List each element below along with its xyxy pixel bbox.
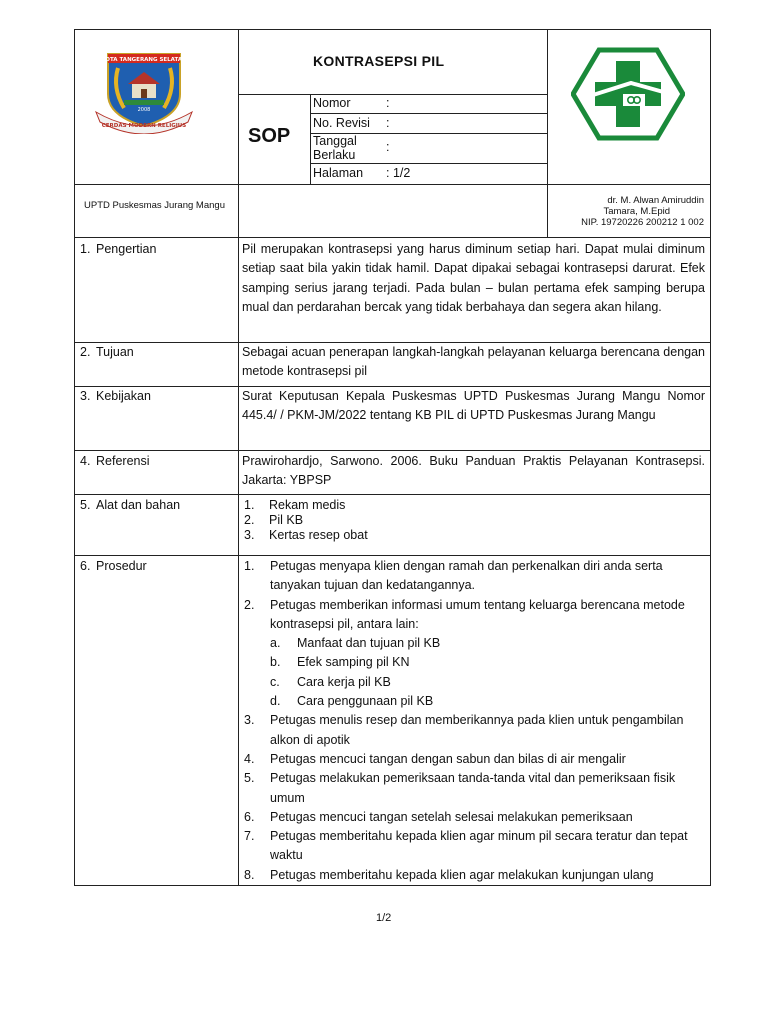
signatory-name-2: Tamara, M.Epid <box>603 206 670 217</box>
tujuan-text: Sebagai acuan penerapan langkah-langkah pelayanan keluarga berencana dengan metode kontrasepsi pil <box>242 345 705 379</box>
section-label-pengertian: Pengertian <box>96 242 157 256</box>
meta-label-nomor: Nomor <box>313 96 351 110</box>
procedure-step: 5. Petugas melakukan pemeriksaan tanda-tanda vital dan pemeriksaan fisik umum <box>244 771 676 805</box>
meta-label-halaman: Halaman <box>313 166 364 180</box>
procedure-step: 8. Petugas memberitahu kepada klien agar melakukan kunjungan ulang <box>244 867 654 882</box>
city-emblem-logo <box>94 48 202 134</box>
section-label-tujuan: Tujuan <box>96 345 134 359</box>
signatory-name: dr. M. Alwan Amiruddin <box>607 195 704 206</box>
procedure-step: 1. Petugas menyapa klien dengan ramah dan perkenalkan diri anda serta tanyakan tujuan dan kedatangannya. <box>244 559 663 593</box>
meta-label-tanggal: Tanggal Berlaku <box>313 134 357 162</box>
meta-value-revisi: : <box>386 116 390 130</box>
referensi-text: Prawirohardjo, Sarwono. 2006. Buku Panduan Praktis Pelayanan Kontrasepsi. Jakarta: YBPSP <box>242 454 705 488</box>
meta-value-halaman: : 1/2 <box>386 166 411 180</box>
alat-list <box>244 498 684 543</box>
list-item: 2. Pil KB <box>244 513 304 527</box>
meta-value-nomor: : <box>386 96 390 110</box>
procedure-step: 4. Petugas mencuci tangan dengan sabun dan bilas di air mengalir <box>244 751 626 766</box>
sop-label: SOP <box>248 125 291 147</box>
prosedur-list <box>244 557 706 885</box>
list-item: 1. Rekam medis <box>244 498 346 512</box>
svg-text:KOTA TANGERANG SELATAN: KOTA TANGERANG SELATAN <box>101 57 187 63</box>
section-num-6: 6. <box>80 559 91 573</box>
kebijakan-text: Surat Keputusan Kepala Puskesmas UPTD Puskesmas Jurang Mangu Nomor 445.4/ / PKM-JM/2022 tentang KB PIL di UPTD Puskesmas Jurang Mangu <box>242 389 705 423</box>
procedure-step: 3. Petugas menulis resep dan memberikannya pada klien untuk pengambilan alkon di apotik <box>244 713 684 747</box>
procedure-substep: d. Cara penggunaan pil KB <box>270 694 434 709</box>
section-num-5: 5. <box>80 498 91 512</box>
svg-text:CERDAS MODERN RELIGIUS: CERDAS MODERN RELIGIUS <box>101 123 187 129</box>
section-num-1: 1. <box>80 242 91 256</box>
section-num-4: 4. <box>80 454 91 468</box>
procedure-substep: c. Cara kerja pil KB <box>270 674 391 689</box>
signatory-nip: NIP. 19720226 200212 1 002 <box>581 217 704 228</box>
section-num-2: 2. <box>80 345 91 359</box>
meta-value-tanggal: : <box>386 140 390 154</box>
procedure-step: 7. Petugas memberitahu kepada klien agar minum pil secara teratur dan tepat waktu <box>244 829 688 863</box>
signatory-block <box>550 195 704 228</box>
section-label-alat: Alat dan bahan <box>96 498 181 512</box>
procedure-step: 6. Petugas mencuci tangan setelah selesai melakukan pemeriksaan <box>244 809 633 824</box>
procedure-substep: a. Manfaat dan tujuan pil KB <box>270 636 441 651</box>
procedure-substep: b. Efek samping pil KN <box>270 655 410 670</box>
list-item: 3. Kertas resep obat <box>244 528 368 542</box>
document-title: KONTRASEPSI PIL <box>313 53 445 69</box>
svg-text:2008: 2008 <box>137 107 151 113</box>
puskesmas-logo <box>571 47 685 141</box>
section-label-kebijakan: Kebijakan <box>96 389 151 403</box>
procedure-step: 2. Petugas memberikan informasi umum tentang keluarga berencana metode kontrasepsi pil, antara lain: <box>244 597 685 631</box>
organization-name: UPTD Puskesmas Jurang Mangu <box>84 200 225 211</box>
pengertian-text: Pil merupakan kontrasepsi yang harus diminum setiap hari. Dapat mulai diminum setiap saat bila yakin tidak hamil. Dapat dipakai sebagai kontrasepsi darurat. Efek samping serius jarang terjadi. Pada bulan – bulan pertama efek samping berupa mual dan perdarahan bercak yang tidak berbahaya dan segera akan hilang. <box>242 242 705 314</box>
section-label-referensi: Referensi <box>96 454 150 468</box>
section-num-3: 3. <box>80 389 91 403</box>
section-label-prosedur: Prosedur <box>96 559 147 573</box>
page-number: 1/2 <box>376 912 392 924</box>
meta-label-revisi: No. Revisi <box>313 116 370 130</box>
